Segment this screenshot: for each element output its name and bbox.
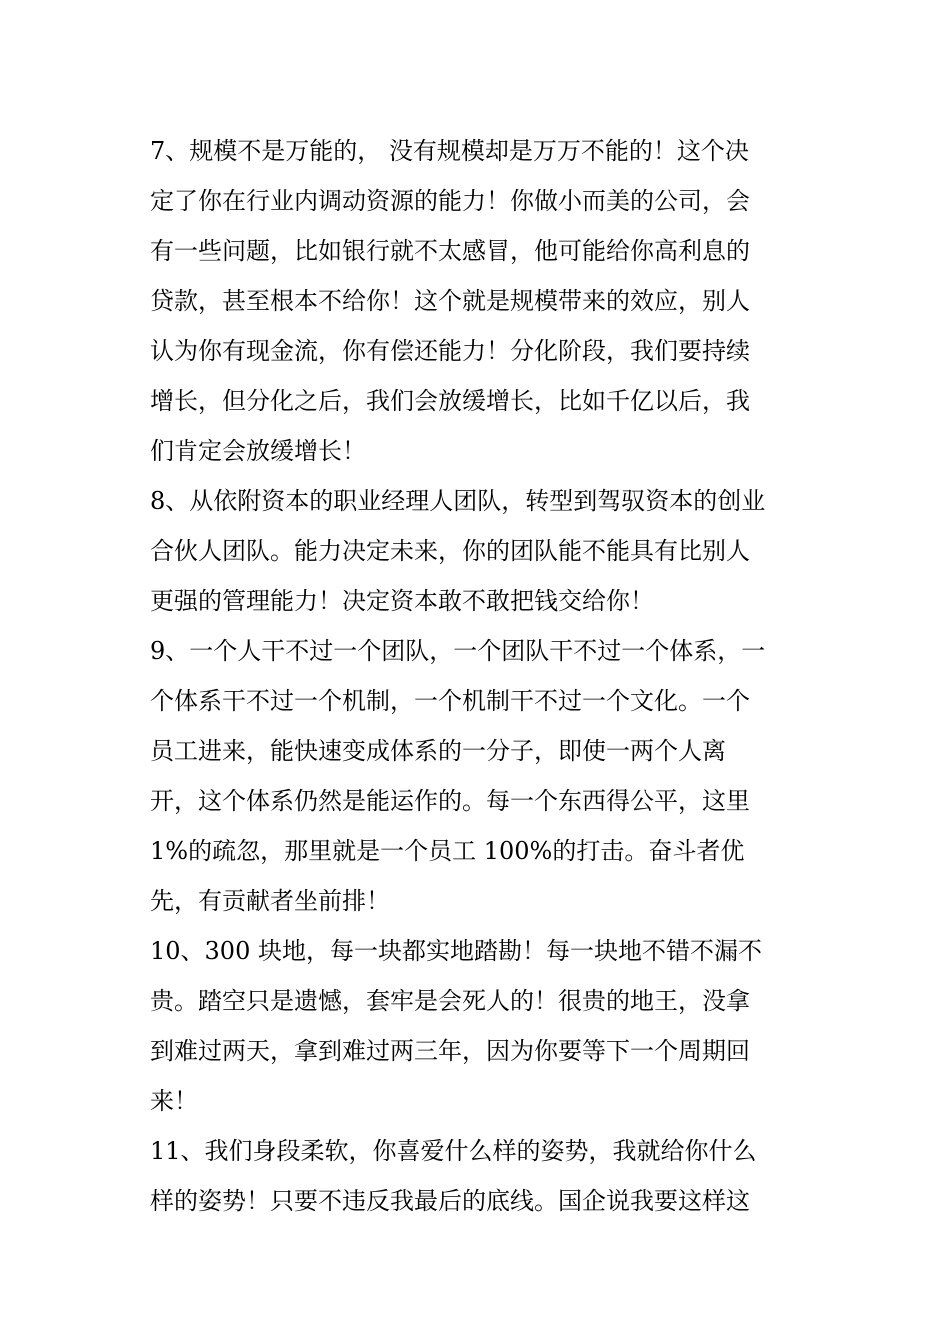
- text-line: 贷款，甚至根本不给你！这个就是规模带来的效应，别人: [150, 287, 750, 315]
- text-line: 8、从依附资本的职业经理人团队，转型到驾驭资本的创业: [150, 487, 766, 515]
- text-line: 们肯定会放缓增长！: [150, 437, 366, 465]
- text-line: 先，有贡献者坐前排！: [150, 887, 390, 915]
- text-line: 定了你在行业内调动资源的能力！你做小而美的公司，会: [150, 187, 750, 215]
- text-line: 10、300 块地，每一块都实地踏勘！每一块地不错不漏不: [150, 937, 762, 965]
- text-line: 7、规模不是万能的， 没有规模却是万万不能的！这个决: [150, 137, 749, 165]
- text-line: 到难过两天，拿到难过两三年，因为你要等下一个周期回: [150, 1037, 750, 1065]
- text-line: 更强的管理能力！决定资本敢不敢把钱交给你！: [150, 587, 654, 615]
- text-line: 1%的疏忽，那里就是一个员工 100%的打击。奋斗者优: [150, 837, 745, 865]
- text-line: 有一些问题，比如银行就不太感冒，他可能给你高利息的: [150, 237, 750, 265]
- text-line: 增长，但分化之后，我们会放缓增长，比如千亿以后，我: [150, 387, 750, 415]
- document-body: [150, 126, 810, 1226]
- text-line: 9、一个人干不过一个团队，一个团队干不过一个体系，一: [150, 637, 766, 665]
- text-line: 贵。踏空只是遗憾，套牢是会死人的！很贵的地王，没拿: [150, 987, 750, 1015]
- text-line: 开，这个体系仍然是能运作的。每一个东西得公平，这里: [150, 787, 750, 815]
- text-line: 认为你有现金流，你有偿还能力！分化阶段，我们要持续: [150, 337, 750, 365]
- text-line: 合伙人团队。能力决定未来，你的团队能不能具有比别人: [150, 537, 750, 565]
- text-line: 员工进来，能快速变成体系的一分子，即使一两个人离: [150, 737, 726, 765]
- text-line: 个体系干不过一个机制，一个机制干不过一个文化。一个: [150, 687, 750, 715]
- text-line: 11、我们身段柔软，你喜爱什么样的姿势，我就给你什么: [150, 1137, 757, 1165]
- text-line: 样的姿势！只要不违反我最后的底线。国企说我要这样这: [150, 1187, 750, 1215]
- text-line: 来！: [150, 1087, 198, 1115]
